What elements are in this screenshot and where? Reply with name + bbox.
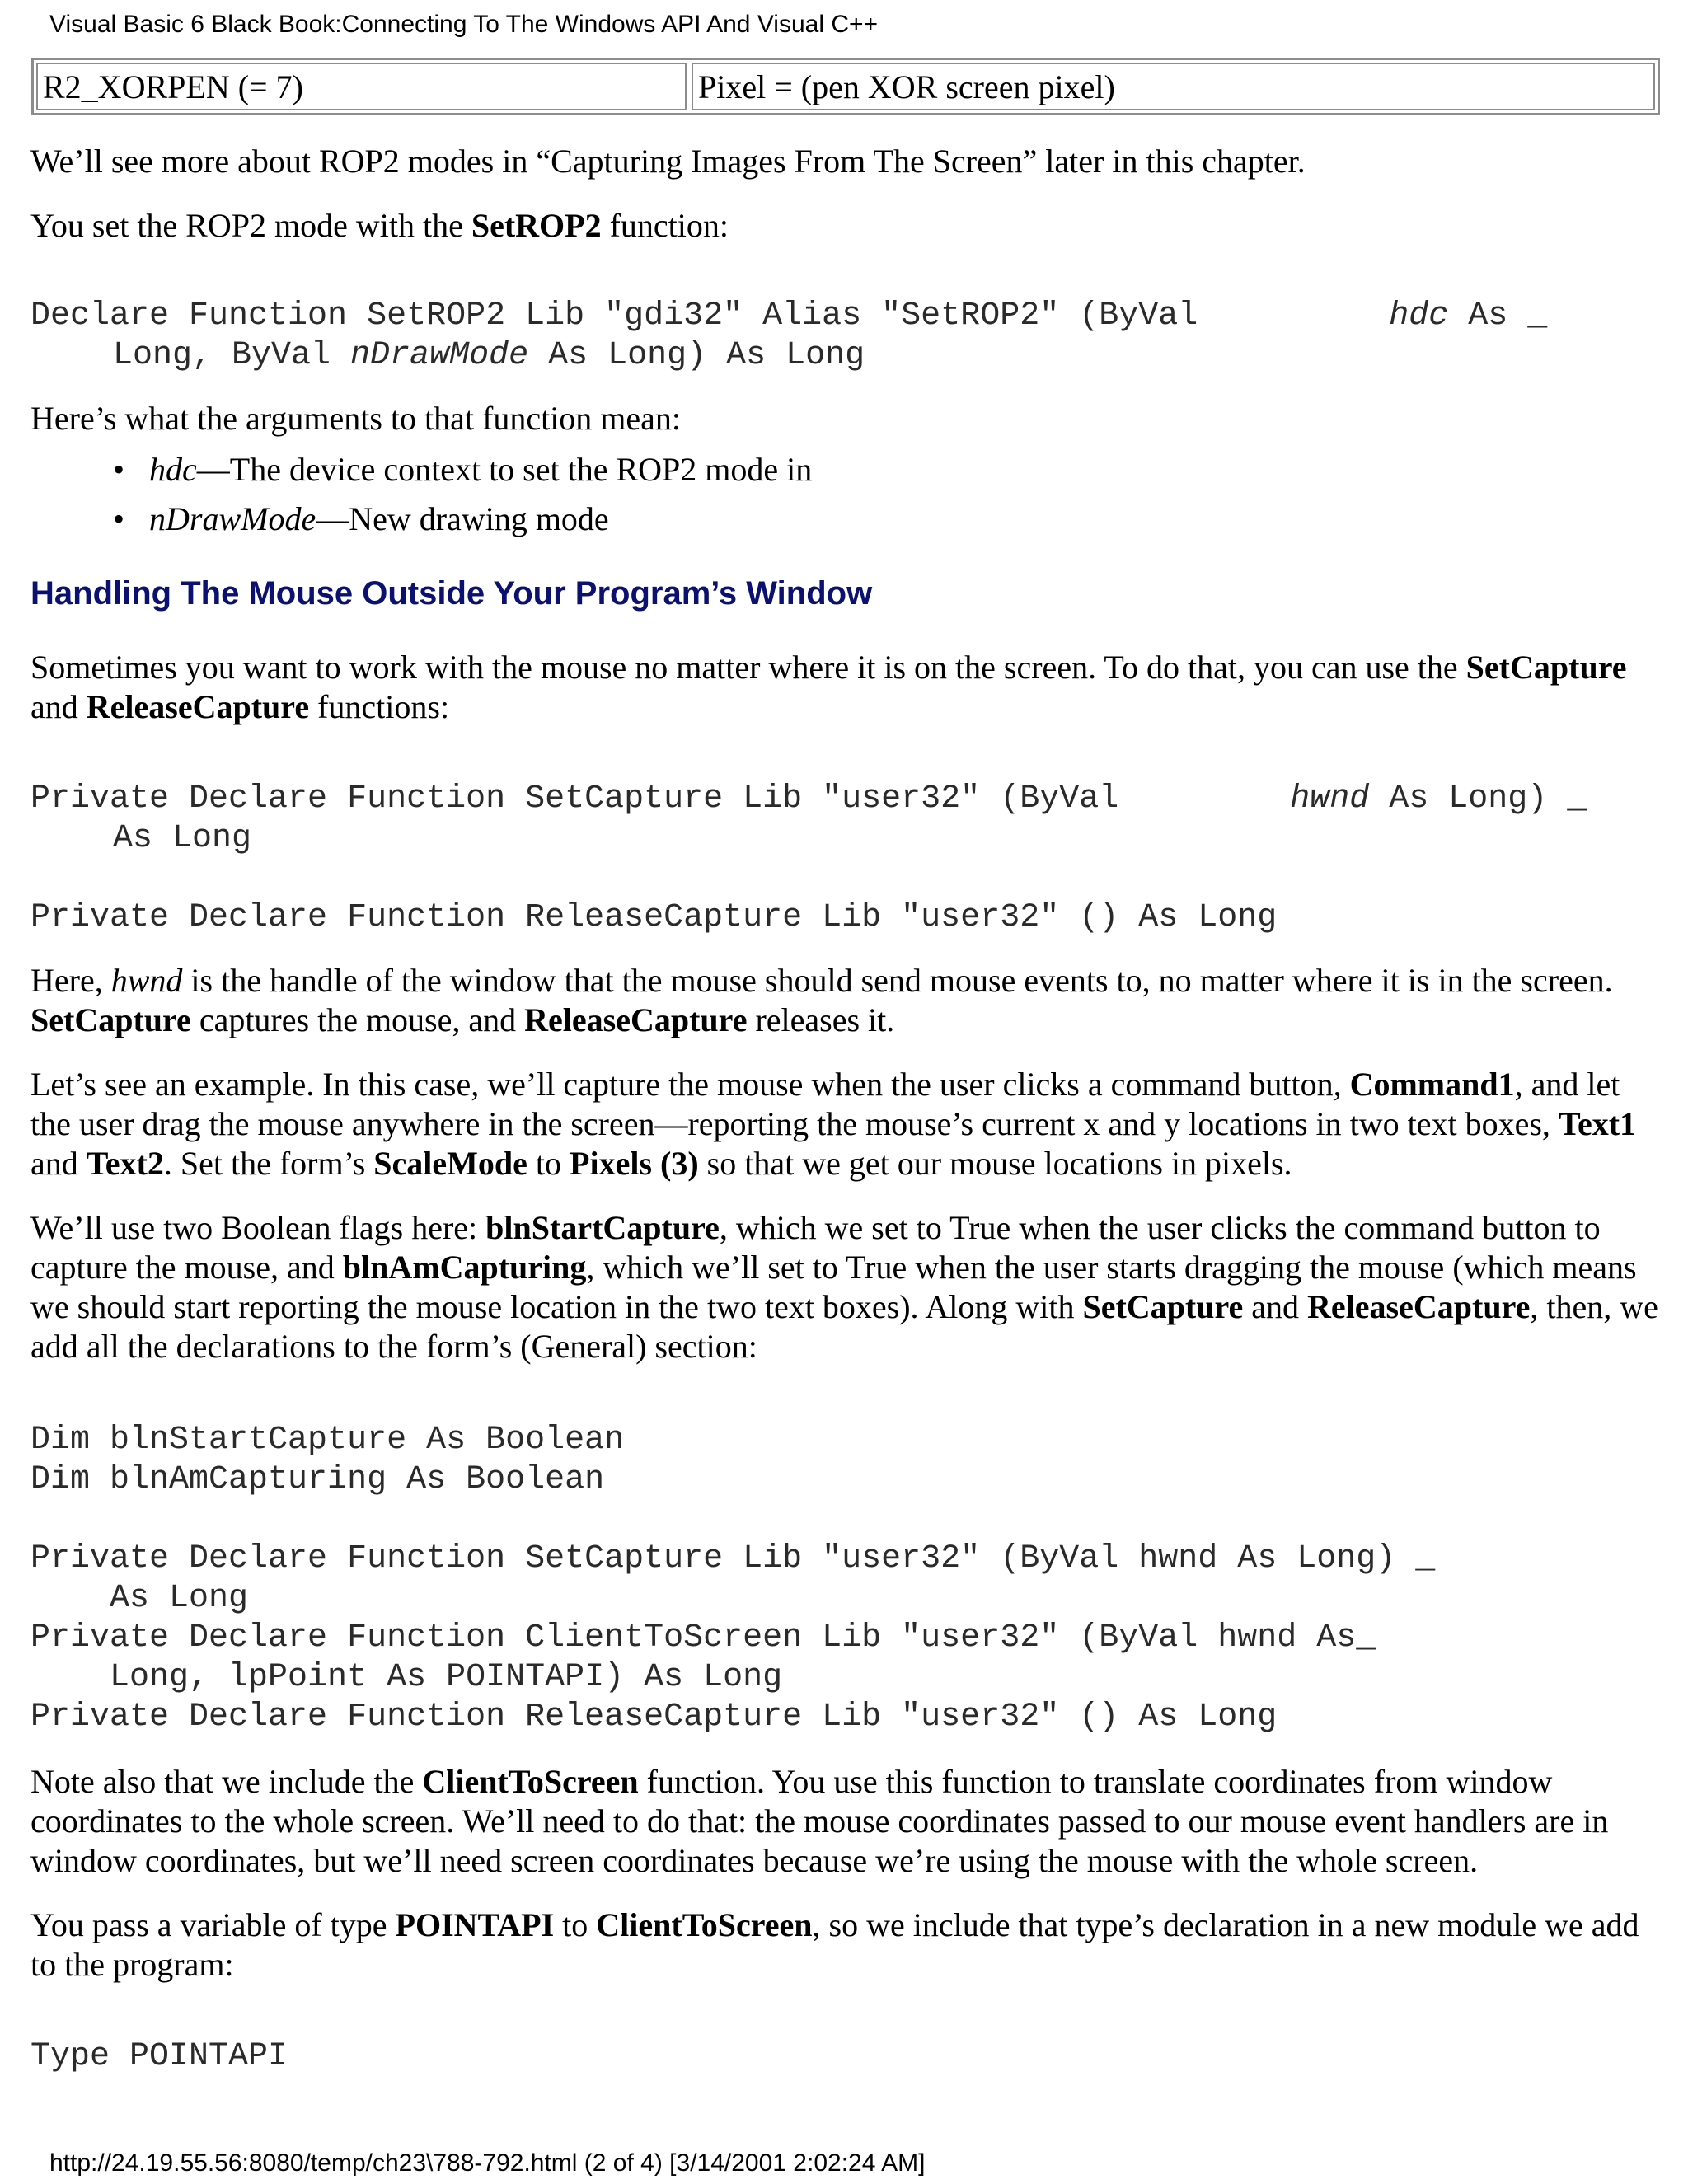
arg-desc: —New drawing mode [316, 500, 609, 537]
keyword-releasecapture: ReleaseCapture [524, 1001, 748, 1038]
text: captures the mouse, and [190, 1001, 525, 1038]
code-line: Private Declare Function ReleaseCapture Lib "user32" () As Long [30, 1699, 1278, 1736]
arg-desc: —The device context to set the ROP2 mode in [196, 451, 813, 488]
paragraph-example-intro [30, 1065, 1667, 1183]
text: function. You use this function to translate coordinates from window coordinates to the whole screen. We’ll need to do that: the mouse coordinates passed to our mouse event handlers are in window coordinates, but we’ll need screen coordinates because we’re using the mouse with the whole screen. [30, 1763, 1609, 1879]
code-line: Long, ByVal [113, 337, 351, 374]
text: , which we set to True when the user clicks the command button to capture the mouse, and [30, 1209, 1601, 1286]
code-line: Dim blnAmCapturing As Boolean [30, 1461, 605, 1498]
keyword-clienttoscreen: ClientToScreen [596, 1906, 813, 1943]
text: Let’s see an example. In this case, we’ll capture the mouse when the user clicks a command button, [30, 1066, 1350, 1103]
code-line: Declare Function SetROP2 Lib "gdi32" Alias "SetROP2" (ByVal [30, 298, 1198, 335]
keyword-blnamcapturing: blnAmCapturing [342, 1249, 587, 1286]
code-line: Private Declare Function ClientToScreen Lib "user32" (ByVal hwnd As_ [30, 1619, 1376, 1657]
keyword-setcapture: SetCapture [30, 1001, 191, 1038]
keyword-releasecapture: ReleaseCapture [86, 688, 310, 725]
term-hwnd: hwnd [110, 962, 183, 999]
arg-term: hdc [149, 451, 197, 488]
paragraph-rop2-reference: We’ll see more about ROP2 modes in “Capturing Images From The Screen” later in this chapter. [30, 143, 1306, 180]
paragraph-hwnd-explanation [30, 961, 1667, 1040]
arguments-list [113, 445, 812, 544]
text: , which we’ll set to True when the user starts dragging the mouse (which means we should start reporting the mouse location in the two text boxes). Along with [30, 1249, 1637, 1325]
text: and [30, 688, 87, 725]
text: Note also that we include the [30, 1763, 423, 1800]
page-header: Visual Basic 6 Black Book:Connecting To The Windows API And Visual C++ [49, 11, 879, 38]
paragraph-clienttoscreen [30, 1762, 1667, 1881]
keyword-scalemode: ScaleMode [373, 1145, 528, 1182]
paragraph-pointapi [30, 1905, 1667, 1985]
code-block-declarations [30, 1421, 1435, 1737]
keyword-setcapture: SetCapture [1465, 649, 1627, 686]
section-heading: Handling The Mouse Outside Your Program’s Window [30, 575, 873, 612]
text: You pass a variable of type [30, 1906, 396, 1943]
code-line: Private Declare Function SetCapture Lib "user32" (ByVal hwnd As Long) _ [30, 1540, 1436, 1577]
keyword-setcapture: SetCapture [1082, 1288, 1244, 1325]
code-block-setcapture [30, 780, 1587, 859]
table-cell-mode: R2_XORPEN (= 7) [36, 63, 687, 110]
text: function: [601, 207, 729, 244]
paragraph-arguments-intro: Here’s what the arguments to that function mean: [30, 400, 682, 437]
keyword-clienttoscreen: ClientToScreen [422, 1763, 639, 1800]
code-arg-ndrawmode: nDrawMode [350, 337, 529, 374]
keyword-pointapi: POINTAPI [395, 1906, 555, 1943]
text: is the handle of the window that the mouse should send mouse events to, no matter where it is in the screen. [182, 962, 1613, 999]
code-line: Private Declare Function ReleaseCapture Lib "user32" () As Long [30, 899, 1278, 936]
keyword-releasecapture: ReleaseCapture [1307, 1288, 1531, 1325]
page-footer-url: http://24.19.55.56:8080/temp/ch23\788-792.html (2 of 4) [3/14/2001 2:02:24 AM] [49, 2149, 926, 2177]
text: , so we include that type’s declaration in a new module we add to the program: [30, 1906, 1639, 1983]
code-line: As Long) As Long [528, 337, 865, 374]
rop2-mode-table [31, 58, 1660, 115]
text: You set the ROP2 mode with the [30, 207, 471, 244]
keyword-pixels: Pixels (3) [570, 1145, 699, 1182]
paragraph-capture-intro [30, 648, 1667, 727]
text: to [527, 1145, 570, 1182]
code-block-releasecapture [30, 898, 1277, 938]
code-line: As Long) _ [1369, 780, 1587, 818]
code-line: Type POINTAPI [30, 2038, 288, 2075]
text: and [1243, 1288, 1308, 1325]
code-line: As _ [1448, 298, 1548, 335]
text: so that we get our mouse locations in pixels. [698, 1145, 1292, 1182]
code-line: Long, lpPoint As POINTAPI) As Long [30, 1659, 783, 1696]
text: , then, we add all the declarations to the form’s (General) section: [30, 1288, 1658, 1365]
table-cell-effect: Pixel = (pen XOR screen pixel) [692, 63, 1655, 110]
list-item [113, 494, 812, 544]
code-arg-hwnd: hwnd [1290, 780, 1370, 818]
keyword-command1: Command1 [1349, 1066, 1515, 1103]
code-line: Private Declare Function SetCapture Lib "user32" (ByVal [30, 780, 1119, 818]
keyword-text2: Text2 [86, 1145, 164, 1182]
code-line: Dim blnStartCapture As Boolean [30, 1422, 625, 1459]
code-block-type-pointapi [30, 2037, 288, 2077]
paragraph-boolean-flags [30, 1208, 1667, 1366]
code-line: As Long [113, 820, 252, 857]
code-line: As Long [30, 1580, 249, 1617]
keyword-setrop2: SetROP2 [471, 207, 602, 244]
text: , and let the user drag the mouse anywhere in the screen—reporting the mouse’s current x and y locations in two text boxes, [30, 1066, 1620, 1142]
keyword-blnstartcapture: blnStartCapture [485, 1209, 720, 1246]
text: Here, [30, 962, 111, 999]
text: We’ll use two Boolean flags here: [30, 1209, 486, 1246]
text: functions: [309, 688, 450, 725]
list-item [113, 445, 812, 494]
text: Sometimes you want to work with the mouse no matter where it is on the screen. To do that, you can use the [30, 649, 1466, 686]
text: and [30, 1145, 87, 1182]
code-block-setrop2 [30, 297, 1547, 376]
arg-term: nDrawMode [149, 500, 316, 537]
keyword-text1: Text1 [1558, 1105, 1637, 1142]
paragraph-setrop2-intro [30, 206, 1667, 246]
text: releases it. [747, 1001, 895, 1038]
text: . Set the form’s [163, 1145, 374, 1182]
text: to [554, 1906, 597, 1943]
code-arg-hdc: hdc [1389, 298, 1449, 335]
